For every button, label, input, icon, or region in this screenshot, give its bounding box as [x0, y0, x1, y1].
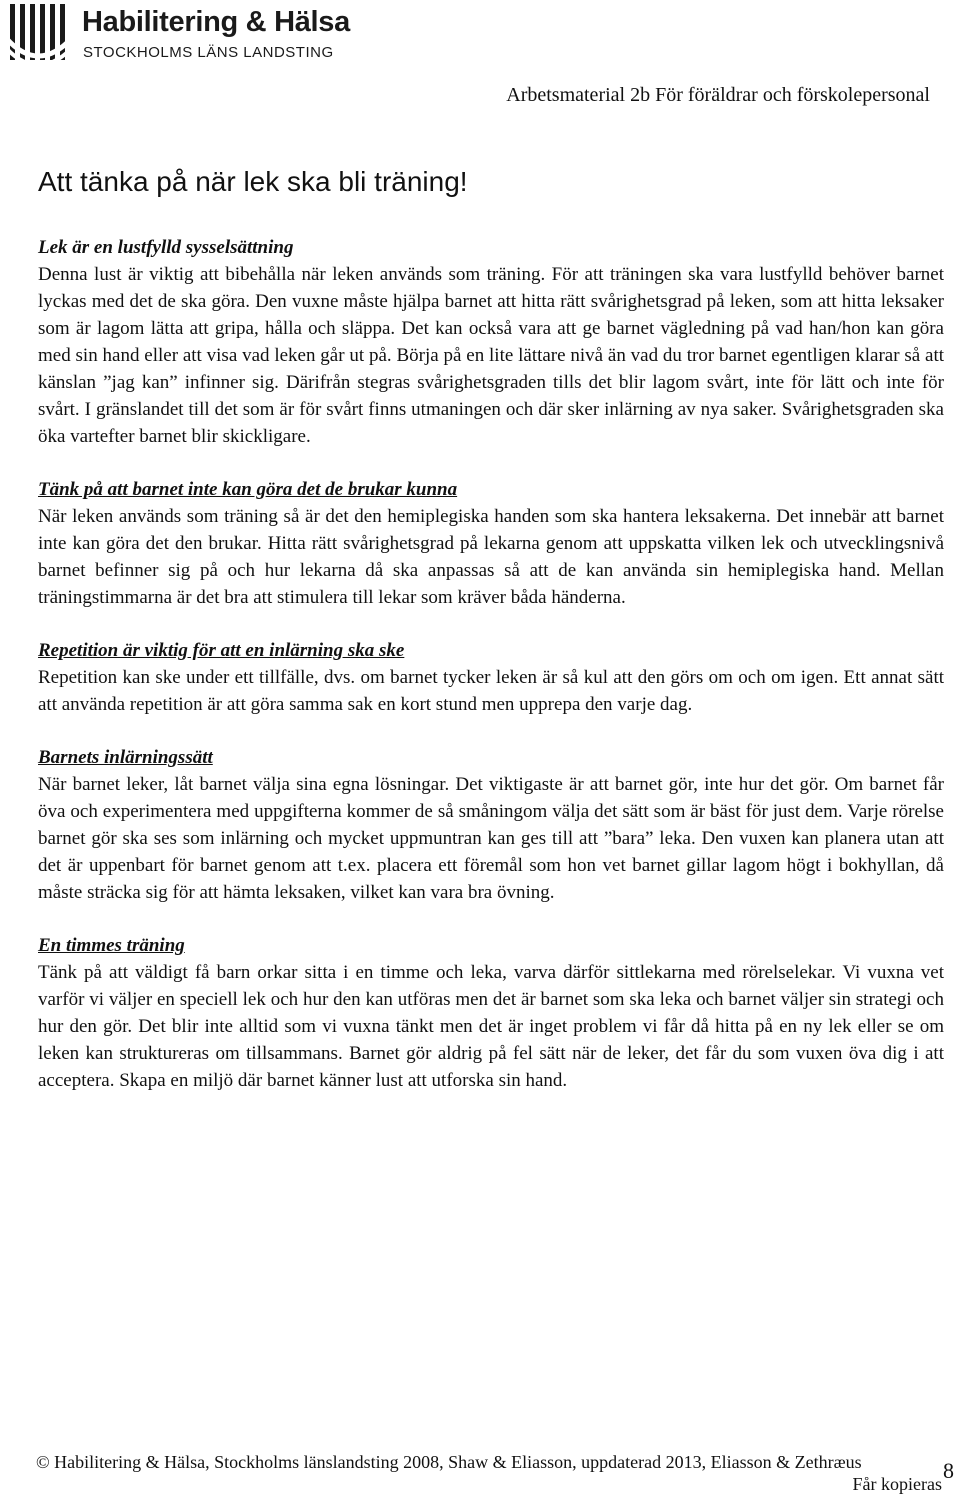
- section-lek: [38, 234, 944, 450]
- footer-copyright: © Habilitering & Hälsa, Stockholms länslandsting 2008, Shaw & Eliasson, uppdaterad 2013, Eliasson & Zethræus: [36, 1452, 862, 1472]
- section-heading: Barnets inlärningssätt: [38, 747, 213, 768]
- logo-mark-icon: [4, 4, 76, 60]
- footer-copy-note: Får kopieras: [852, 1474, 942, 1494]
- organization-logo: [4, 4, 394, 64]
- section-paragraph: Tänk på att väldigt få barn orkar sitta i en timme och leka, varva därför sittlekarna med rörelselekar. Vi vuxna vet varför vi väljer en speciell lek och hur den kan utföras men det är barnet som ska leka och barnet väljer sin strategi och hur den gör. Det blir inte alltid som vi vuxna tänkt men det är inget problem vi får då hitta på en ny lek eller se om leken kan struktureras om tillsammans. Barnet gör aldrig på fel sätt när de leker, det får du som vuxen öva dig i att acceptera. Skapa en miljö där barnet känner lust att utforska sin hand.: [38, 962, 944, 1091]
- section-heading: Repetition är viktig för att en inlärning ska ske: [38, 640, 405, 661]
- document-body: [38, 234, 944, 1120]
- section-heading: En timmes träning: [38, 935, 185, 956]
- document-label: Arbetsmaterial 2b För föräldrar och förskolepersonal: [506, 84, 930, 106]
- logo-subtitle: STOCKHOLMS LÄNS LANDSTING: [83, 44, 334, 61]
- section-tank-pa: [38, 476, 944, 611]
- section-paragraph: Denna lust är viktig att bibehålla när leken används som träning. För att träningen ska vara lustfylld behöver barnet lyckas med det de ska göra. Den vuxne måste hjälpa barnet att hitta rätt svårighetsgrad på leken, som att hitta leksaker som är lagom lätta att gripa, hålla och släppa. Det kan också vara att ge barnet vägledning på vad han/hon kan göra med sin hand eller att visa vad leken går ut på. Börja på en lite lättare nivå än vad du tror barnet egentligen klarar så att känslan ”jag kan” infinner sig. Därifrån stegras svårighetsgraden tills det blir lagom svårt, inte för lätt och inte för svårt. I gränslandet till det som är för svårt finns utmaningen och där sker inlärning av nya saker. Svårighetsgraden ska öka vartefter barnet blir skickligare.: [38, 264, 944, 447]
- section-heading: Lek är en lustfylld sysselsättning: [38, 237, 294, 258]
- section-inlarningssatt: [38, 744, 944, 906]
- page-title: Att tänka på när lek ska bli träning!: [38, 166, 468, 197]
- section-repetition: [38, 637, 944, 718]
- section-heading: Tänk på att barnet inte kan göra det de brukar kunna: [38, 479, 458, 500]
- logo-name: Habilitering & Hälsa: [82, 6, 350, 38]
- section-paragraph: När leken används som träning så är det den hemiplegiska handen som ska hantera leksakerna. Det innebär att barnet inte kan göra det den brukar. Hitta rätt svårighetsgrad på lekarna genom att uppskatta vilken lek och utvecklingsnivå barnet befinner sig på och hur lekarna då ska anpassas så att de kan använda sin hemiplegiska hand. Mellan träningstimmarna är det bra att stimulera till lekar som kräver båda händerna.: [38, 506, 944, 608]
- section-en-timmes-traning: [38, 932, 944, 1094]
- section-paragraph: När barnet leker, låt barnet välja sina egna lösningar. Det viktigaste är att barnet gör, inte hur det gör. Om barnet får öva och experimentera med uppgifterna kommer de så småningom välja det sätt som är bäst för just dem. Varje rörelse barnet gör ska ses som inlärning och mycket uppmuntran kan ges till att ”bara” leka. Den vuxen kan planera utan att det är uppenbart för barnet genom att t.ex. placera ett föremål som hon vet barnet gillar lagom högt i bokhyllan, då måste sträcka sig för att hämta leksaken, vilket kan vara bra övning.: [38, 774, 944, 903]
- section-paragraph: Repetition kan ske under ett tillfälle, dvs. om barnet tycker leken är så kul att den görs om och om igen. Ett annat sätt att använda repetition är att göra samma sak en kort stund men upprepa den varje dag.: [38, 667, 944, 715]
- page-number: 8: [943, 1458, 954, 1483]
